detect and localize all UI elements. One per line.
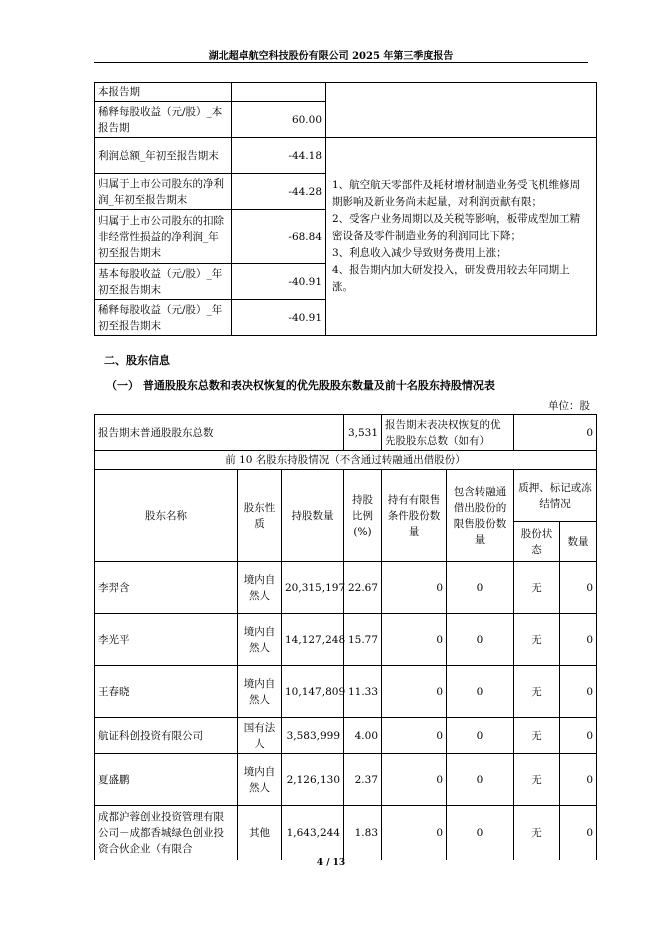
holder-status: 无 bbox=[514, 806, 560, 860]
row-label: 稀释每股收益（元/股）_本报告期 bbox=[95, 102, 232, 138]
note-item: 1、航空航天零部件及耗材增材制造业务受飞机维修周期影响及新业务尚未起量，对利润贡献有限； bbox=[332, 179, 581, 208]
holder-lending: 0 bbox=[447, 754, 514, 806]
holder-nature: 境内自然人 bbox=[238, 562, 282, 614]
table-row bbox=[95, 614, 597, 666]
holder-restricted: 0 bbox=[382, 666, 447, 718]
holder-ratio: 2.37 bbox=[344, 754, 382, 806]
table-row bbox=[95, 718, 597, 754]
holder-restricted: 0 bbox=[382, 754, 447, 806]
holder-lending: 0 bbox=[447, 562, 514, 614]
row-value bbox=[232, 83, 326, 102]
holder-name: 李羿含 bbox=[95, 562, 238, 614]
page-header: 湖北超卓航空科技股份有限公司 2025 年第三季度报告 bbox=[208, 51, 454, 62]
row-value: -40.91 bbox=[232, 300, 326, 336]
holder-amount: 10,147,809 bbox=[282, 666, 344, 718]
holder-ratio: 15.77 bbox=[344, 614, 382, 666]
total-holders-label: 报告期末普通股股东总数 bbox=[95, 415, 344, 451]
note-item: 4、报告期内加大研发投入，研发费用较去年同期上涨。 bbox=[332, 264, 570, 293]
holder-amount: 14,127,248 bbox=[282, 614, 344, 666]
row-value: 60.00 bbox=[232, 102, 326, 138]
holder-amount: 20,315,197 bbox=[282, 562, 344, 614]
holder-status: 无 bbox=[514, 718, 560, 754]
holder-restricted: 0 bbox=[382, 718, 447, 754]
row-value: -44.28 bbox=[232, 174, 326, 210]
holder-qty: 0 bbox=[560, 754, 597, 806]
col-header-restricted: 持有有限售条件股份数量 bbox=[382, 470, 447, 562]
table-row bbox=[95, 83, 597, 102]
holder-restricted: 0 bbox=[382, 562, 447, 614]
holder-lending: 0 bbox=[447, 806, 514, 860]
holder-name: 成都沪蓉创业投资管理有限公司－成都香城绿色创业投资合伙企业（有限合 bbox=[95, 806, 238, 860]
holder-qty: 0 bbox=[560, 806, 597, 860]
holder-lending: 0 bbox=[447, 718, 514, 754]
holder-name: 李光平 bbox=[95, 614, 238, 666]
col-header-amount: 持股数量 bbox=[282, 470, 344, 562]
holder-ratio: 11.33 bbox=[344, 666, 382, 718]
holder-name: 航证科创投资有限公司 bbox=[95, 718, 238, 754]
holder-restricted: 0 bbox=[382, 614, 447, 666]
table-row bbox=[95, 754, 597, 806]
row-label: 基本每股收益（元/股）_年初至报告期末 bbox=[95, 264, 232, 300]
table-row bbox=[95, 415, 597, 451]
holder-qty: 0 bbox=[560, 718, 597, 754]
header-divider bbox=[94, 62, 588, 63]
row-label: 稀释每股收益（元/股）_年初至报告期末 bbox=[95, 300, 232, 336]
col-header-pledge: 质押、标记或冻结情况 bbox=[514, 470, 597, 522]
col-header-ratio: 持股比例(%) bbox=[344, 470, 382, 562]
note-item: 2、受客户业务周期以及关税等影响，板带成型加工精密设备及零件制造业务的利润同比下降； bbox=[332, 213, 581, 242]
row-label: 归属于上市公司股东的净利润_年初至报告期末 bbox=[95, 174, 232, 210]
holder-ratio: 1.83 bbox=[344, 806, 382, 860]
total-holders-value: 3,531 bbox=[344, 415, 382, 451]
holder-amount: 2,126,130 bbox=[282, 754, 344, 806]
holder-ratio: 4.00 bbox=[344, 718, 382, 754]
table-row bbox=[95, 562, 597, 614]
table-row bbox=[95, 451, 597, 470]
col-header-pledge-status: 股份状态 bbox=[514, 522, 560, 562]
holder-status: 无 bbox=[514, 562, 560, 614]
pref-holders-label: 报告期末表决权恢复的优先股股东总数（如有） bbox=[382, 415, 514, 451]
group-title: 前 10 名股东持股情况（不含通过转融通出借股份） bbox=[95, 451, 597, 470]
holder-amount: 1,643,244 bbox=[282, 806, 344, 860]
holder-lending: 0 bbox=[447, 614, 514, 666]
pref-holders-value: 0 bbox=[514, 415, 597, 451]
holder-status: 无 bbox=[514, 754, 560, 806]
shareholder-table bbox=[94, 414, 597, 860]
holder-name: 夏盛鹏 bbox=[95, 754, 238, 806]
holder-ratio: 22.67 bbox=[344, 562, 382, 614]
holder-qty: 0 bbox=[560, 666, 597, 718]
row-label: 利润总额_年初至报告期末 bbox=[95, 138, 232, 174]
table-row bbox=[95, 666, 597, 718]
table-row bbox=[95, 138, 597, 174]
section-title: 二、股东信息 bbox=[104, 354, 170, 367]
row-value: -68.84 bbox=[232, 210, 326, 264]
col-header-name: 股东名称 bbox=[95, 470, 238, 562]
holder-status: 无 bbox=[514, 666, 560, 718]
row-label: 本报告期 bbox=[95, 83, 232, 102]
holder-name: 王春晓 bbox=[95, 666, 238, 718]
unit-label: 单位：股 bbox=[548, 400, 590, 412]
row-value: -44.18 bbox=[232, 138, 326, 174]
note-item: 3、利息收入减少导致财务费用上涨； bbox=[332, 247, 507, 259]
empty-cell bbox=[326, 83, 597, 138]
holder-amount: 3,583,999 bbox=[282, 718, 344, 754]
eps-table bbox=[94, 82, 597, 336]
col-header-nature: 股东性质 bbox=[238, 470, 282, 562]
holder-nature: 境内自然人 bbox=[238, 666, 282, 718]
holder-lending: 0 bbox=[447, 666, 514, 718]
holder-restricted: 0 bbox=[382, 806, 447, 860]
page-number: 4 / 13 bbox=[316, 858, 346, 868]
row-value: -40.91 bbox=[232, 264, 326, 300]
holder-qty: 0 bbox=[560, 614, 597, 666]
holder-nature: 境内自然人 bbox=[238, 754, 282, 806]
holder-nature: 其他 bbox=[238, 806, 282, 860]
holder-qty: 0 bbox=[560, 562, 597, 614]
col-header-lending: 包含转融通借出股份的限售股份数量 bbox=[447, 470, 514, 562]
subsection-title: （一） 普通股股东总数和表决权恢复的优先股股东数量及前十名股东持股情况表 bbox=[106, 379, 495, 392]
reason-notes bbox=[326, 138, 597, 336]
col-header-pledge-qty: 数量 bbox=[560, 522, 597, 562]
header-row bbox=[95, 470, 597, 522]
holder-nature: 国有法人 bbox=[238, 718, 282, 754]
table-row bbox=[95, 806, 597, 860]
holder-nature: 境内自然人 bbox=[238, 614, 282, 666]
row-label: 归属于上市公司股东的扣除非经常性损益的净利润_年初至报告期末 bbox=[95, 210, 232, 264]
holder-status: 无 bbox=[514, 614, 560, 666]
